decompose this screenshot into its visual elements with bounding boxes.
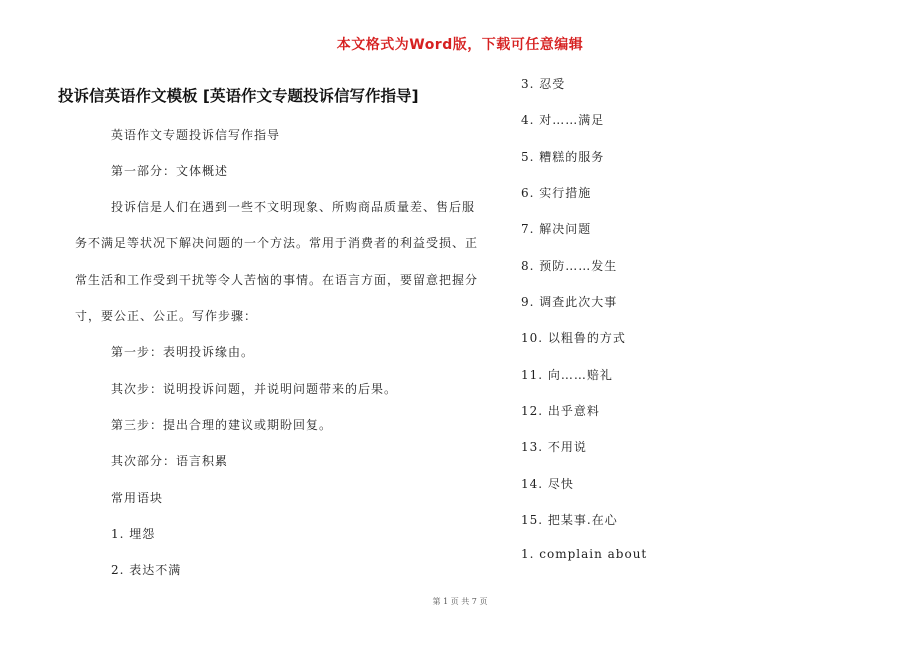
paragraph-line: 寸，要公正、公正。写作步骤： xyxy=(75,309,258,323)
paragraph-line: 务不满足等状况下解决问题的一个方法。常用于消费者的利益受损、正 xyxy=(75,236,479,250)
phrase-item: 4. 对……满足 xyxy=(521,113,605,127)
section-heading: 第一部分：文体概述 xyxy=(111,164,229,178)
format-banner: 本文格式为Word版，下载可任意编辑 xyxy=(336,37,584,53)
section-heading: 其次部分：语言积累 xyxy=(111,454,229,468)
page-footer: 第 1 页 共 7 页 xyxy=(432,597,488,606)
step-line: 第一步：表明投诉缘由。 xyxy=(111,345,255,359)
phrase-item: 15. 把某事.在心 xyxy=(521,513,618,527)
phrase-item: 2. 表达不满 xyxy=(111,563,182,577)
step-line: 其次步：说明投诉问题，并说明问题带来的后果。 xyxy=(111,382,398,396)
phrase-item: 9. 调查此次大事 xyxy=(521,295,618,309)
phrase-item: 6. 实行措施 xyxy=(521,186,592,200)
phrase-item: 1. complain about xyxy=(521,547,648,561)
phrase-item: 8. 预防……发生 xyxy=(521,259,618,273)
phrase-item: 12. 出乎意料 xyxy=(521,404,600,418)
phrase-item: 14. 尽快 xyxy=(521,477,574,491)
paragraph-line: 投诉信是人们在遇到一些不文明现象、所购商品质量差、售后服 xyxy=(111,200,476,214)
phrase-item: 10. 以粗鲁的方式 xyxy=(521,331,626,345)
phrase-item: 1. 埋怨 xyxy=(111,527,156,541)
phrase-item: 11. 向……赔礼 xyxy=(521,368,613,382)
paragraph-line: 常生活和工作受到干扰等令人苦恼的事情。在语言方面，要留意把握分 xyxy=(75,273,479,287)
document-title: 投诉信英语作文模板 [英语作文专题投诉信写作指导] xyxy=(58,87,419,105)
phrase-item: 5. 糟糕的服务 xyxy=(521,150,605,164)
subtitle-line: 英语作文专题投诉信写作指导 xyxy=(111,128,281,142)
phrase-item: 13. 不用说 xyxy=(521,440,587,454)
phrase-item: 3. 忍受 xyxy=(521,77,566,91)
step-line: 第三步：提出合理的建议或期盼回复。 xyxy=(111,418,333,432)
phrase-item: 7. 解决问题 xyxy=(521,222,592,236)
subsection-heading: 常用语块 xyxy=(111,491,164,505)
